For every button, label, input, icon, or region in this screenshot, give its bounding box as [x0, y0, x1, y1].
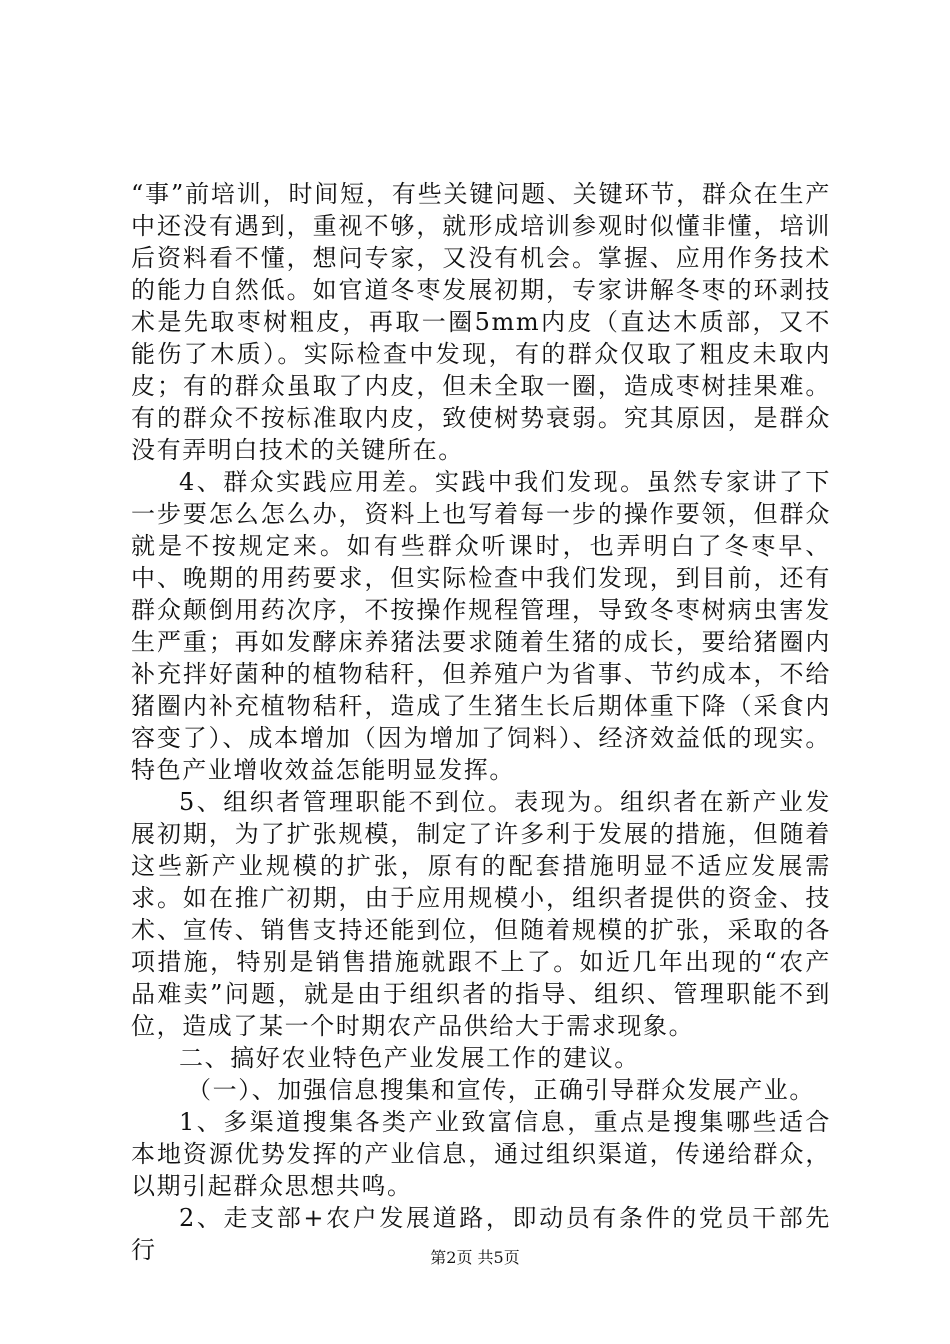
paragraph-point-4: 4、群众实践应用差。实践中我们发现。虽然专家讲了下一步要怎么怎么办，资料上也写着每一步的操作要领，但群众就是不按规定来。如有些群众听课时，也弄明白了冬枣早、中、晚期的用药要求，但实际检查中我们发现，到目前，还有群众颠倒用药次序，不按操作规程管理，导致冬枣树病虫害发生严重；再如发酵床养猪法要求随着生猪的成长，要给猪圈内补充拌好菌种的植物秸秆，但养殖户为省事、节约成本，不给猪圈内补充植物秸秆，造成了生猪生长后期体重下降（采食内容变了）、成本增加（因为增加了饲料）、经济效益低的现实。特色产业增收效益怎能明显发挥。 [131, 468, 831, 784]
subsection-heading-1: （一）、加强信息搜集和宣传，正确引导群众发展产业。 [187, 1076, 815, 1104]
paragraph-point-5: 5、组织者管理职能不到位。表现为。组织者在新产业发展初期，为了扩张规模，制定了许多利于发展的措施，但随着这些新产业规模的扩张，原有的配套措施明显不适应发展需求。如在推广初期，由于应用规模小，组织者提供的资金、技术、宣传、销售支持还能到位，但随着规模的扩张，采取的各项措施，特别是销售措施就跟不上了。如近几年出现的“农产品难卖”问题，就是由于组织者的指导、组织、管理职能不到位，造成了某一个时期农产品供给大于需求现象。 [131, 788, 831, 1040]
paragraph-suggestion-1: 1、多渠道搜集各类产业致富信息，重点是搜集哪些适合本地资源优势发挥的产业信息，通过组织渠道，传递给群众，以期引起群众思想共鸣。 [131, 1108, 831, 1200]
paragraph-training-issue: “事”前培训，时间短，有些关键问题、关键环节，群众在生产中还没有遇到，重视不够，就形成培训参观时似懂非懂，培训后资料看不懂，想问专家，又没有机会。掌握、应用作务技术的能力自然低。如官道冬枣发展初期，专家讲解冬枣的环剥技术是先取枣树粗皮，再取一圈5mm内皮（直达木质部，又不能伤了木质）。实际检查中发现，有的群众仅取了粗皮未取内皮；有的群众虽取了内皮，但未全取一圈，造成枣树挂果难。有的群众不按标准取内皮，致使树势衰弱。究其原因，是群众没有弄明白技术的关键所在。 [131, 180, 831, 464]
document-body [131, 178, 831, 1266]
page-number-footer: 第2页 共5页 [430, 1248, 520, 1267]
paragraph-suggestion-2: 2、走支部+农户发展道路，即动员有条件的党员干部先行 [131, 1204, 831, 1264]
section-heading-suggestions: 二、搞好农业特色产业发展工作的建议。 [179, 1044, 640, 1072]
